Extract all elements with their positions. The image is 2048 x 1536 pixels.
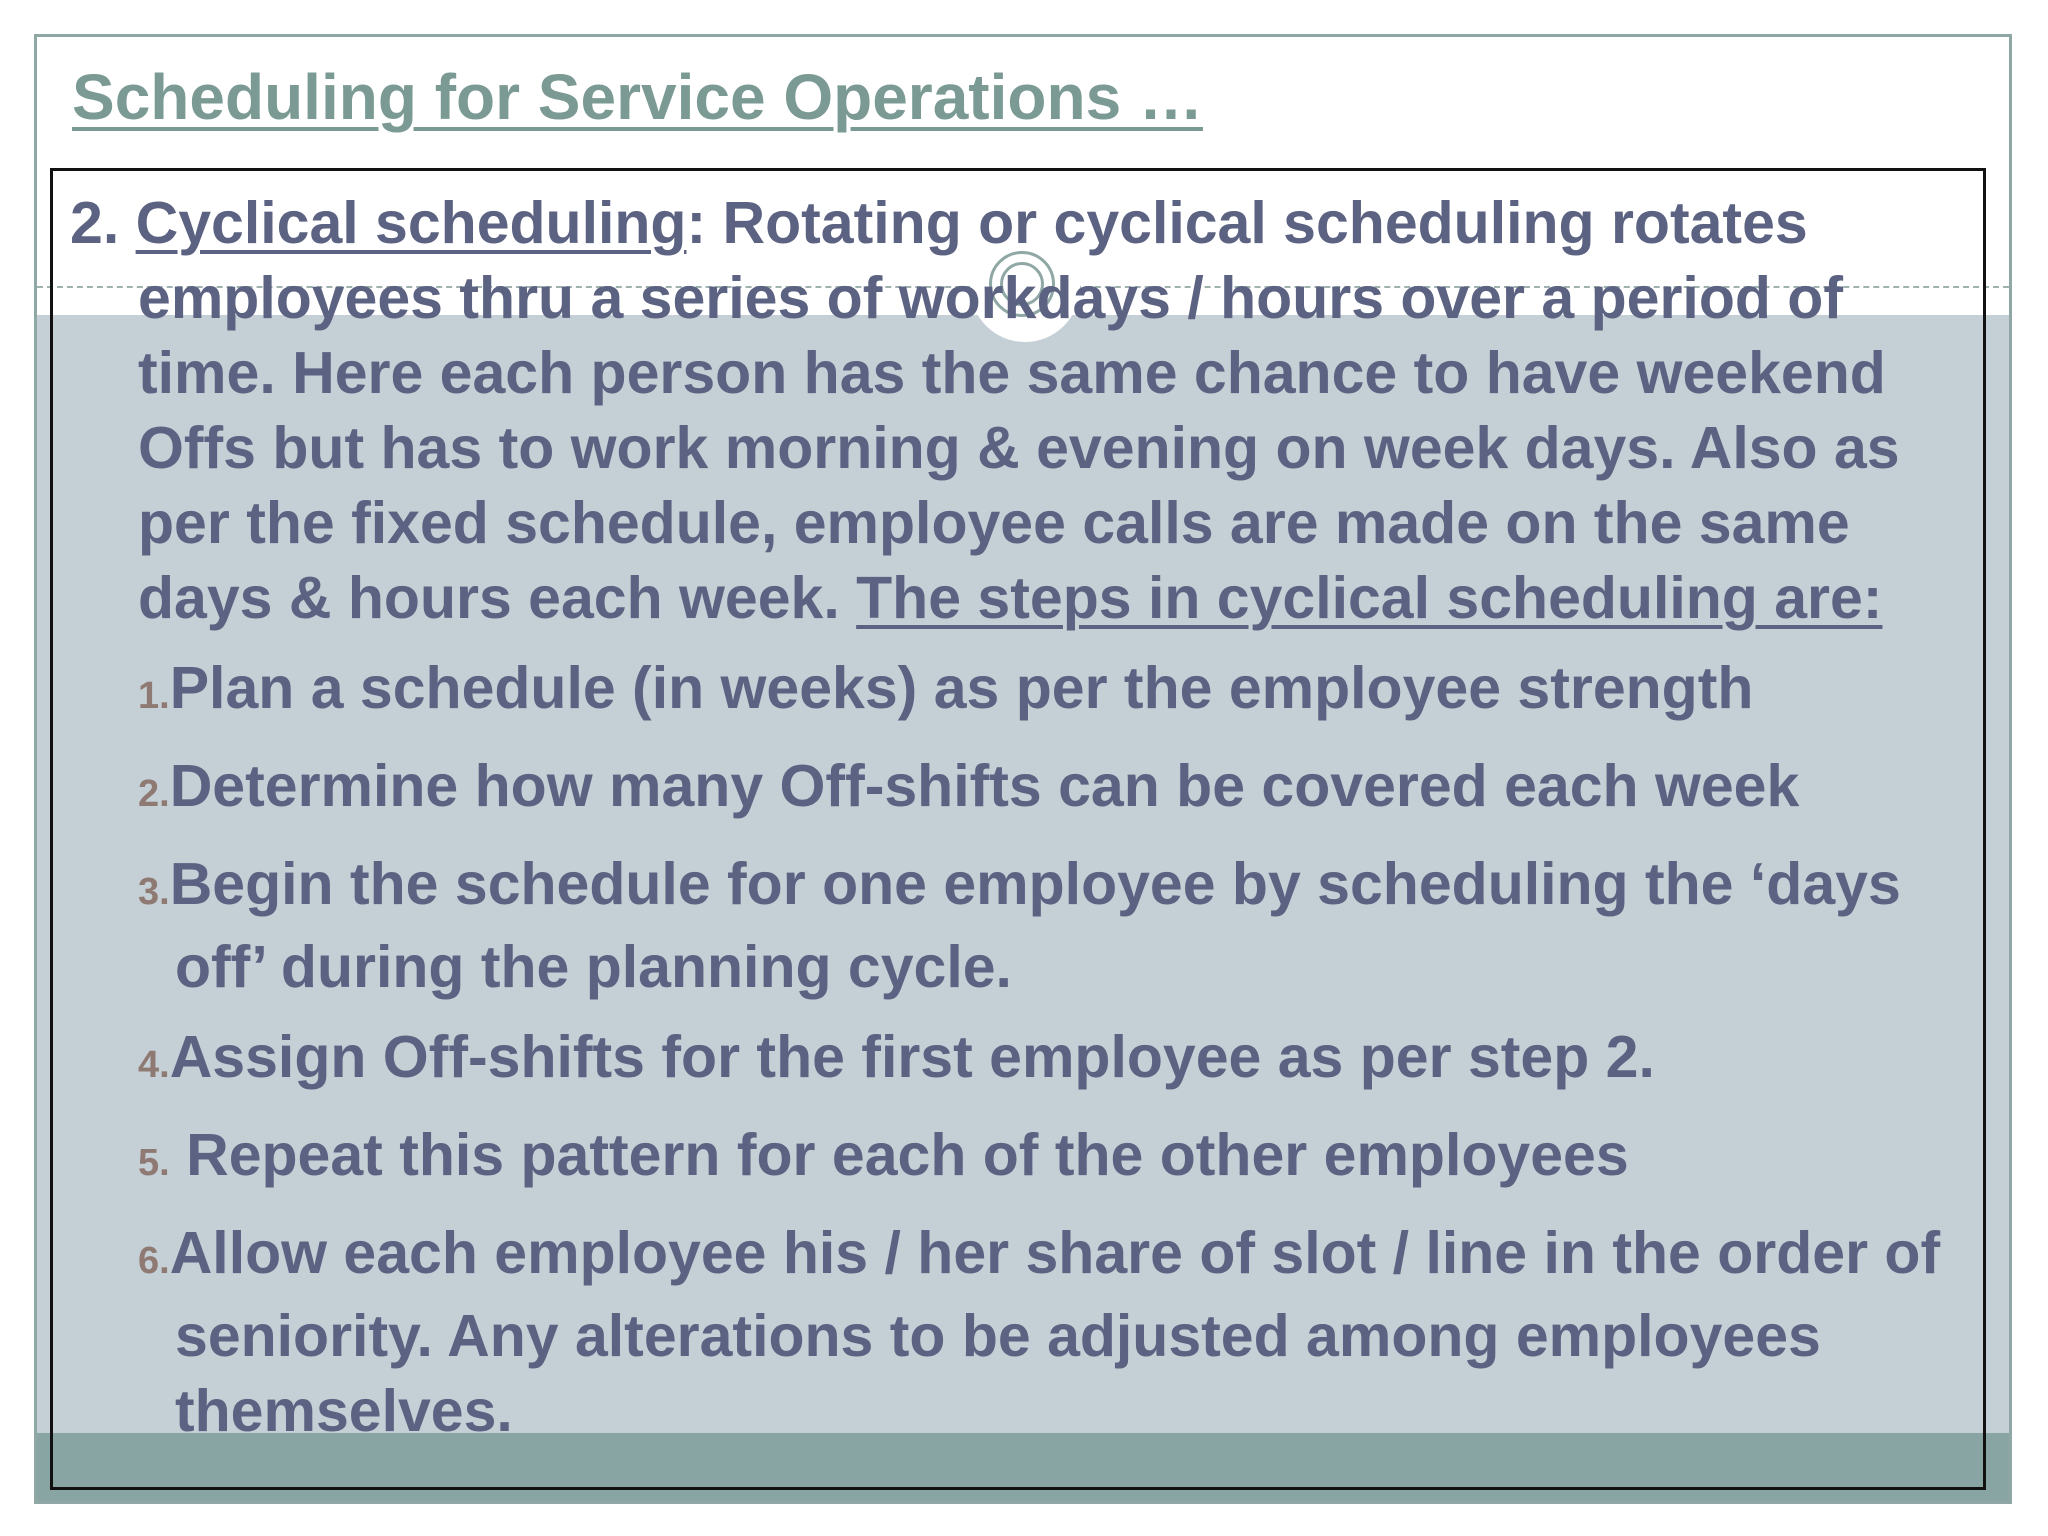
step-text: Allow each employee his / her share of slot / line in the order of seniority. Any alterations to be adjusted among employees themselves. xyxy=(169,1220,1957,1444)
step-text: Plan a schedule (in weeks) as per the employee strength xyxy=(169,655,1754,721)
steps-list xyxy=(70,651,1990,1449)
slide-title: Scheduling for Service Operations … xyxy=(72,61,1203,133)
step-number: 1. xyxy=(138,675,170,717)
intro-text: : Rotating or cyclical scheduling rotates employees thru a series of workdays / hours over a period of time. Here each person has the same chance to have weekend Offs but has to work morning & evening on week days. Also as per the fixed schedule, employee calls are made on the same days & hours each week. xyxy=(138,190,1900,631)
content-body xyxy=(70,186,1990,1449)
step-item xyxy=(70,1118,1990,1201)
step-item xyxy=(70,651,1990,734)
step-number: 6. xyxy=(138,1240,170,1282)
step-number: 3. xyxy=(138,871,170,913)
step-number: 5. xyxy=(138,1142,170,1184)
intro-term: Cyclical scheduling xyxy=(135,190,687,256)
step-text: Assign Off-shifts for the first employee as per step 2. xyxy=(169,1024,1655,1090)
step-number: 4. xyxy=(138,1044,170,1086)
step-text: Repeat this pattern for each of the other employees xyxy=(169,1122,1629,1188)
step-text: Determine how many Off-shifts can be covered each week xyxy=(169,753,1800,819)
step-item xyxy=(70,847,1990,1005)
step-item xyxy=(70,1216,1990,1449)
step-item xyxy=(70,749,1990,832)
intro-paragraph xyxy=(70,186,1990,636)
step-text: Begin the schedule for one employee by scheduling the ‘days off’ during the planning cycle. xyxy=(169,851,1918,1000)
steps-heading: The steps in cyclical scheduling are: xyxy=(856,565,1883,631)
step-item xyxy=(70,1020,1990,1103)
intro-number: 2. xyxy=(70,190,136,256)
step-number: 2. xyxy=(138,773,170,815)
